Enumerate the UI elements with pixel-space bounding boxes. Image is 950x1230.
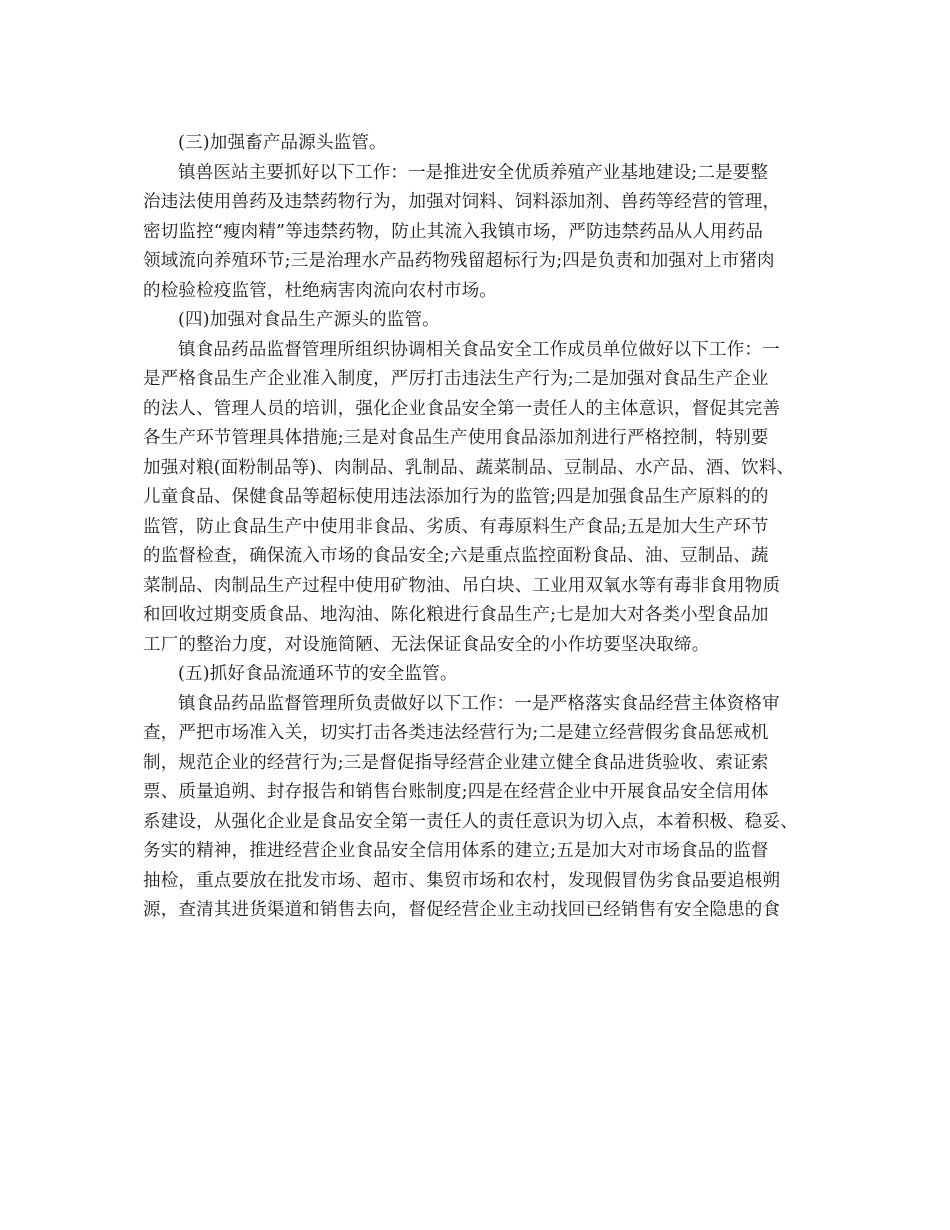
paragraph-line: 监管，防止食品生产中使用非食品、劣质、有毒原料生产食品;五是加大生产环节 [143,516,769,537]
paragraph-line: 务实的精神，推进经营企业食品安全信用体系的建立;五是加大对市场食品的监督 [143,841,769,861]
section-heading-5: (五)抓好食品流通环节的安全监管。 [178,664,458,684]
paragraph-line: 镇食品药品监督管理所负责做好以下工作：一是严格落实食品经营主体资格审 [178,693,780,714]
paragraph-line: 的法人、管理人员的培训，强化企业食品安全第一责任人的主体意识，督促其完善 [143,398,781,419]
paragraph-line: 工厂的整治力度，对设施简陋、无法保证食品安全的小作坊要坚决取缔。 [143,634,710,655]
paragraph-line: 抽检，重点要放在批发市场、超市、集贸市场和农村，发现假冒伪劣食品要追根朔 [143,870,781,891]
paragraph-line: 镇兽医站主要抓好以下工作：一是推进安全优质养殖产业基地建设;二是要整 [178,162,769,183]
paragraph-line: 和回收过期变质食品、地沟油、陈化粮进行食品生产;七是加大对各类小型食品加 [143,605,769,625]
section-heading-4: (四)加强对食品生产源头的监管。 [178,310,440,330]
paragraph-line: 是严格食品生产企业准入制度，严厉打击违法生产行为;二是加强对食品生产企业 [143,369,769,389]
paragraph-line: 菜制品、肉制品生产过程中使用矿物油、吊白块、工业用双氧水等有毒非食用物质 [143,575,781,596]
paragraph-line: 领域流向养殖环节;三是治理水产品药物残留超标行为;四是负责和加强对上市猪肉 [143,251,775,271]
paragraph-line: 查，严把市场准入关，切实打击各类违法经营行为;二是建立经营假劣食品惩戒机 [143,723,769,743]
paragraph-line: 源，查清其进货渠道和销售去向，督促经营企业主动找回已经销售有安全隐患的食 [143,900,781,920]
paragraph-line: 密切监控“瘦肉精”等违禁药物，防止其流入我镇市场，严防违禁药品从人用药品 [143,221,764,242]
paragraph-line: 系建设，从强化企业是食品安全第一责任人的责任意识为切入点，本着积极、稳妥、 [143,811,798,832]
section-heading-3: (三)加强畜产品源头监管。 [178,133,387,153]
paragraph-line: 镇食品药品监督管理所组织协调相关食品安全工作成员单位做好以下工作：一 [178,339,780,360]
paragraph-line: 票、质量追朔、封存报告和销售台账制度;四是在经营企业中开展食品安全信用体 [143,782,769,802]
paragraph-line: 的检验检疫监管，杜绝病害肉流向农村市场。 [143,280,497,301]
paragraph-line: 的监督检查，确保流入市场的食品安全;六是重点监控面粉食品、油、豆制品、蔬 [143,546,769,566]
paragraph-line: 儿童食品、保健食品等超标使用违法添加行为的监管;四是加强食品生产原料的的 [143,487,769,507]
paragraph-line: 治违法使用兽药及违禁药物行为，加强对饲料、饲料添加剂、兽药等经营的管理， [143,192,781,212]
paragraph-line: 制，规范企业的经营行为;三是督促指导经营企业建立健全食品进货验收、索证索 [143,752,769,773]
paragraph-line: 加强对粮(面粉制品等)、肉制品、乳制品、蔬菜制品、豆制品、水产品、酒、饮料、 [143,457,795,478]
document-body [143,129,823,926]
paragraph-line: 各生产环节管理具体措施;三是对食品生产使用食品添加剂进行严格控制，特别要 [143,428,769,448]
